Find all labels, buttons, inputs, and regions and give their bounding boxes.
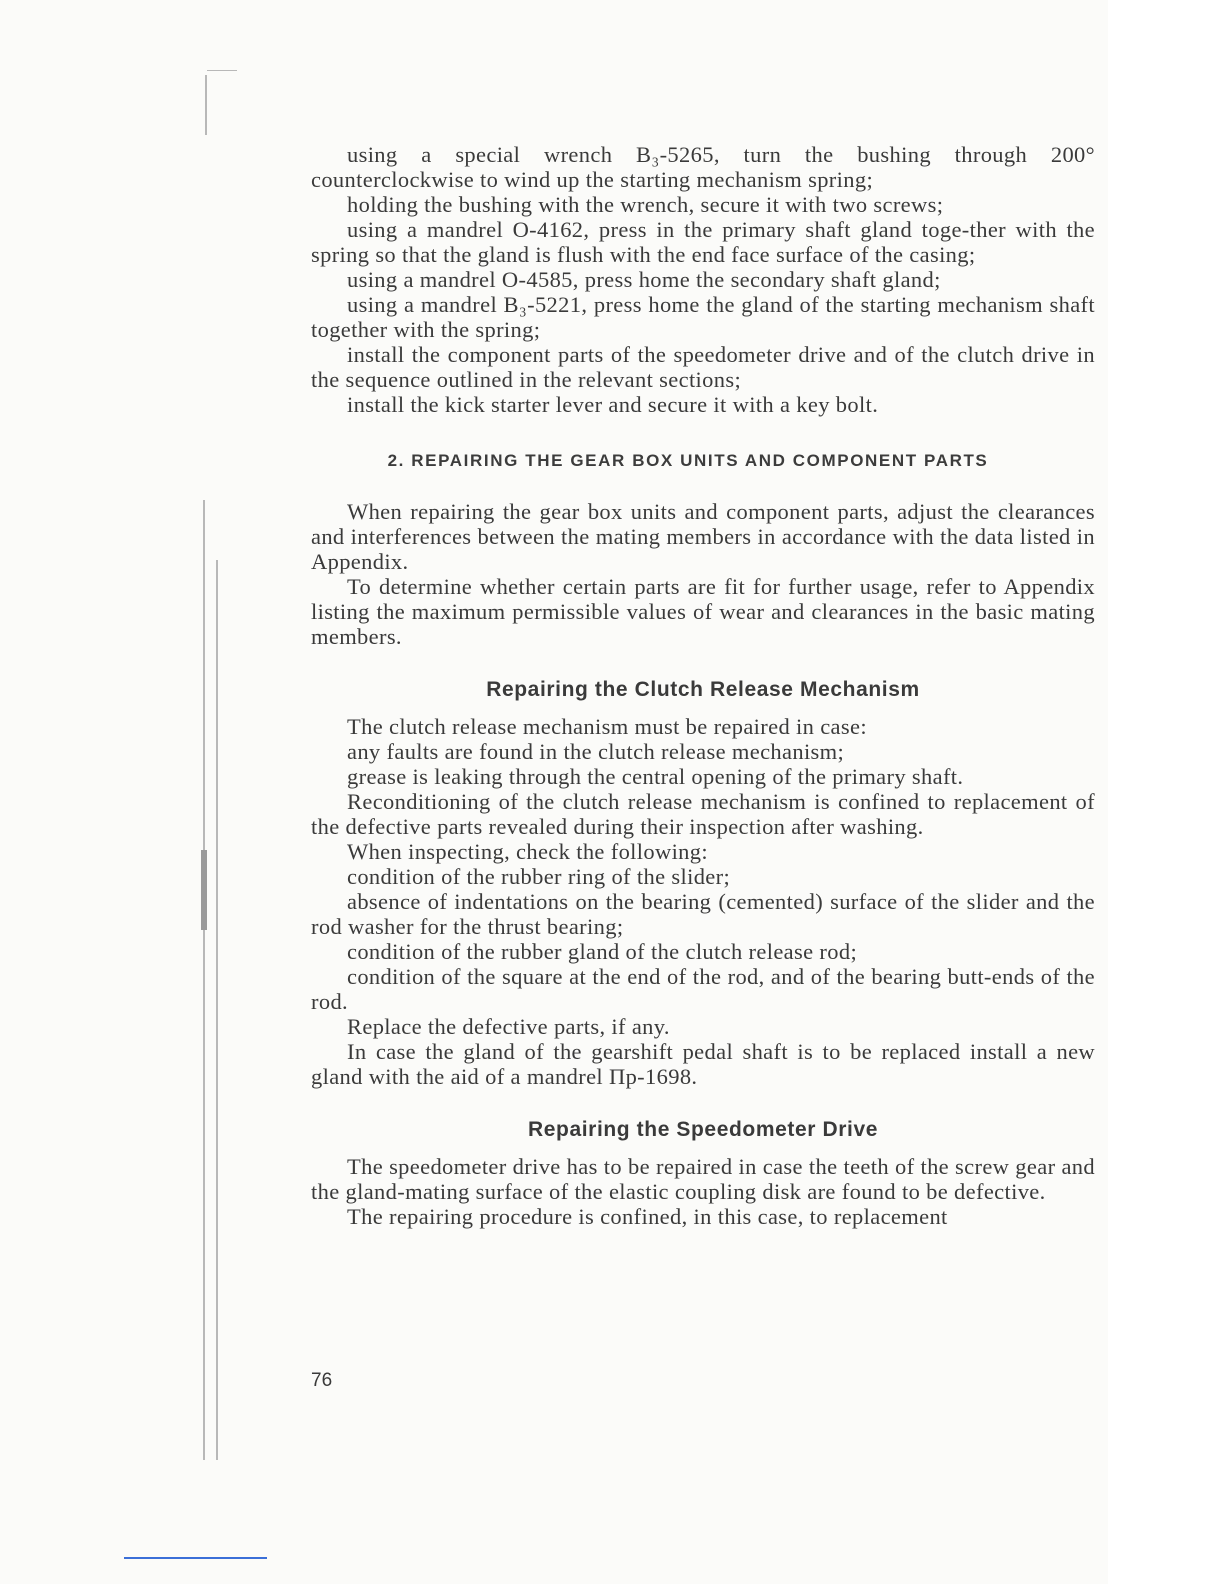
paragraph: Replace the defective parts, if any. xyxy=(347,1014,670,1039)
body-text xyxy=(311,142,1095,1229)
paragraph: using a mandrel B₃-5221, press home the gland of the starting mechanism shaft together with the spring; xyxy=(311,292,1095,342)
binding-edge-mark xyxy=(201,850,207,930)
section-heading: 2. REPAIRING THE GEAR BOX UNITS AND COMPONENT PARTS xyxy=(387,451,989,470)
paragraph: absence of indentations on the bearing (cemented) surface of the slider and the rod washer for the thrust bearing; xyxy=(311,889,1095,939)
binding-edge-mark xyxy=(216,560,218,1460)
clutch-heading: Repairing the Clutch Release Mechanism xyxy=(486,678,920,701)
binding-edge-mark xyxy=(203,500,205,1460)
paragraph: The clutch release mechanism must be repaired in case: xyxy=(347,714,867,739)
paragraph: The repairing procedure is confined, in this case, to replacement xyxy=(347,1204,948,1229)
paragraph: install the kick starter lever and secure it with a key bolt. xyxy=(347,392,879,417)
footer-rule xyxy=(124,1557,267,1559)
paragraph: condition of the square at the end of the rod, and of the bearing butt-ends of the rod. xyxy=(311,964,1095,1014)
paragraph: condition of the rubber ring of the slider; xyxy=(347,864,731,889)
paragraph: To determine whether certain parts are fit for further usage, refer to Appendix listing the maximum permissible values of wear and clearances in the basic mating members. xyxy=(311,574,1095,649)
speedometer-heading: Repairing the Speedometer Drive xyxy=(527,1118,879,1141)
paragraph: install the component parts of the speedometer drive and of the clutch drive in the sequence outlined in the relevant sections; xyxy=(311,342,1095,392)
paragraph: In case the gland of the gearshift pedal shaft is to be replaced install a new gland with the aid of a mandrel Пр-1698. xyxy=(311,1039,1095,1089)
binding-edge-mark xyxy=(205,75,207,135)
paragraph: Reconditioning of the clutch release mechanism is confined to replacement of the defective parts revealed during their inspection after washing. xyxy=(311,789,1095,839)
paragraph: The speedometer drive has to be repaired in case the teeth of the screw gear and the gland-mating surface of the elastic coupling disk are found to be defective. xyxy=(311,1154,1095,1204)
paragraph: any faults are found in the clutch release mechanism; xyxy=(347,739,845,764)
paragraph: condition of the rubber gland of the clutch release rod; xyxy=(347,939,858,964)
paragraph: grease is leaking through the central opening of the primary shaft. xyxy=(347,764,964,789)
paragraph: using a special wrench B₃-5265, turn the bushing through 200° counterclockwise to wind up the starting mechanism spring; xyxy=(311,142,1095,192)
page-number: 76 xyxy=(311,1370,333,1391)
paragraph: using a mandrel O-4162, press in the primary shaft gland toge-ther with the spring so that the gland is flush with the end face surface of the casing; xyxy=(311,217,1095,267)
binding-edge-mark xyxy=(207,70,237,71)
paragraph: When inspecting, check the following: xyxy=(347,839,708,864)
paragraph: holding the bushing with the wrench, secure it with two screws; xyxy=(347,192,944,217)
paragraph: When repairing the gear box units and component parts, adjust the clearances and interferences between the mating members in accordance with the data listed in Appendix. xyxy=(311,499,1095,574)
paragraph: using a mandrel O-4585, press home the secondary shaft gland; xyxy=(347,267,941,292)
